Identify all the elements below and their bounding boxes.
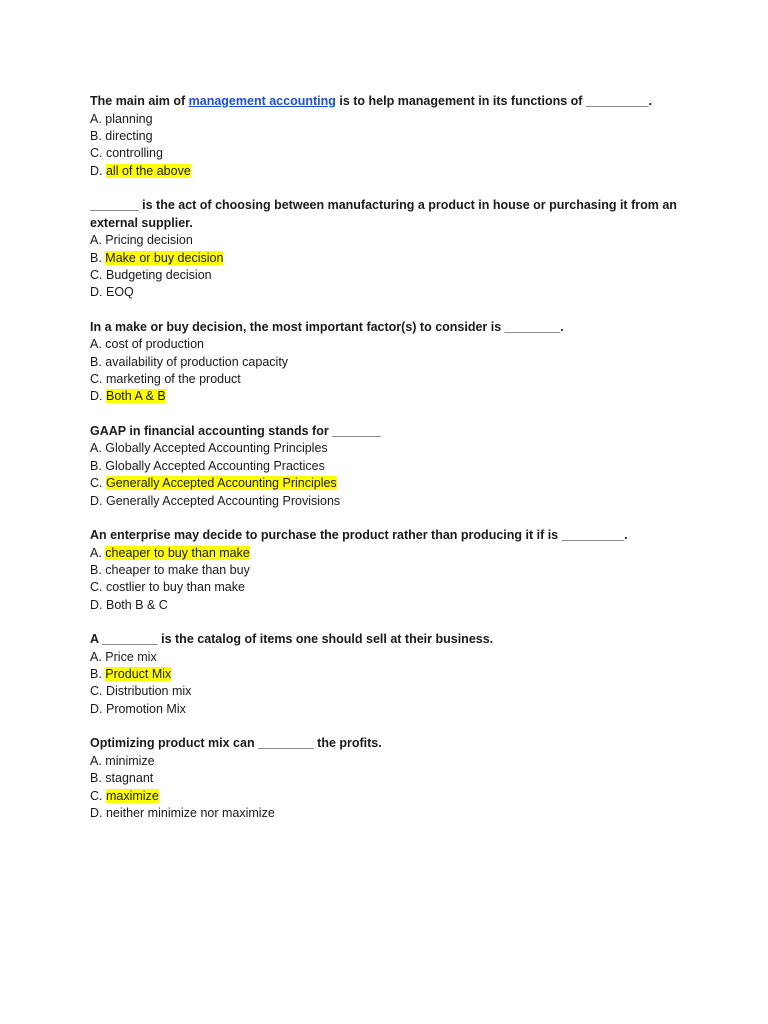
question-6-option-d <box>90 701 690 718</box>
highlighted-answer: Make or buy decision <box>105 250 224 265</box>
question-2-option-c <box>90 267 690 284</box>
highlighted-answer: Product Mix <box>105 667 172 682</box>
question-2-option-b <box>90 250 690 267</box>
option-prefix: B. <box>90 458 106 473</box>
option-prefix: C. <box>90 580 106 595</box>
highlighted-answer: Both A & B <box>105 389 166 404</box>
highlighted-answer: Generally Accepted Accounting Principles <box>105 476 337 491</box>
question-3-option-b <box>90 354 690 371</box>
question-3-option-d <box>90 388 690 405</box>
option-prefix: D. <box>90 701 106 716</box>
option-prefix: C. <box>90 372 106 387</box>
question-5-option-b <box>90 562 690 579</box>
option-prefix: D. <box>90 805 106 820</box>
question-4-option-a <box>90 440 690 457</box>
question-6 <box>90 631 690 718</box>
question-7-option-c <box>90 788 690 805</box>
option-prefix: A. <box>90 753 106 768</box>
question-2-option-a <box>90 232 690 249</box>
question-6-text: A ________ is the catalog of items one should sell at their business. <box>90 632 494 647</box>
option-prefix: B. <box>90 667 106 682</box>
question-5-option-a <box>90 545 690 562</box>
question-2-option-d <box>90 284 690 301</box>
question-5 <box>90 527 690 614</box>
highlighted-answer: maximize <box>105 788 159 803</box>
question-1-text <box>90 93 690 111</box>
question-3-text: In a make or buy decision, the most important factor(s) to consider is ________. <box>90 319 564 334</box>
question-2-text-line-1: _______ is the act of choosing between manufacturing a product in house or purchasing it from an <box>90 198 677 213</box>
option-prefix: D. <box>90 597 106 612</box>
option-text: cheaper to make than buy <box>105 562 250 577</box>
option-prefix: B. <box>90 771 106 786</box>
question-1-option-b <box>90 128 690 145</box>
option-prefix: A. <box>90 337 106 352</box>
option-text: Globally Accepted Accounting Practices <box>105 458 325 473</box>
question-6-option-a <box>90 649 690 666</box>
option-text: stagnant <box>105 771 154 786</box>
option-text: Budgeting decision <box>105 267 212 282</box>
option-text: minimize <box>105 753 155 768</box>
question-6-option-c <box>90 683 690 700</box>
option-text: Promotion Mix <box>105 701 186 716</box>
question-5-option-c <box>90 579 690 596</box>
highlighted-answer: all of the above <box>105 163 191 178</box>
option-prefix: A. <box>90 545 106 560</box>
question-6-option-b <box>90 666 690 683</box>
option-prefix: C. <box>90 146 106 161</box>
option-prefix: A. <box>90 441 106 456</box>
option-text: neither minimize nor maximize <box>105 805 275 820</box>
option-text: Globally Accepted Accounting Principles <box>105 441 328 456</box>
option-text: availability of production capacity <box>105 354 289 369</box>
question-1-text-after: is to help management in its functions of _________. <box>335 94 652 108</box>
option-prefix: B. <box>90 128 106 143</box>
option-prefix: A. <box>90 233 106 248</box>
question-4-option-c <box>90 475 690 492</box>
option-text: marketing of the product <box>105 372 241 387</box>
option-prefix: D. <box>90 389 106 404</box>
question-7-option-b <box>90 770 690 787</box>
option-prefix: C. <box>90 788 106 803</box>
option-text: Price mix <box>105 649 157 664</box>
option-text: cost of production <box>105 337 204 352</box>
question-3-option-c <box>90 371 690 388</box>
option-text: costlier to buy than make <box>105 580 245 595</box>
option-prefix: C. <box>90 684 106 699</box>
management-accounting-link[interactable]: management accounting <box>188 94 336 108</box>
option-prefix: B. <box>90 562 106 577</box>
option-prefix: B. <box>90 354 106 369</box>
option-text: Distribution mix <box>105 684 192 699</box>
question-3 <box>90 319 690 406</box>
question-7-option-d <box>90 805 690 822</box>
option-prefix: A. <box>90 649 106 664</box>
option-text: Pricing decision <box>105 233 193 248</box>
question-5-option-d <box>90 597 690 614</box>
option-prefix: D. <box>90 285 106 300</box>
option-prefix: A. <box>90 111 106 126</box>
option-text: planning <box>105 111 153 126</box>
question-1-text-before: The main aim of <box>90 94 189 108</box>
question-7 <box>90 735 690 822</box>
option-text: EOQ <box>105 285 134 300</box>
option-text: Both B & C <box>105 597 168 612</box>
option-text: directing <box>105 128 153 143</box>
question-1-option-c <box>90 145 690 162</box>
option-prefix: D. <box>90 163 106 178</box>
option-prefix: B. <box>90 250 106 265</box>
option-prefix: D. <box>90 493 106 508</box>
question-2-text-line-2: external supplier. <box>90 215 193 230</box>
question-1-option-a <box>90 111 690 128</box>
question-4-option-d <box>90 493 690 510</box>
highlighted-answer: cheaper to buy than make <box>105 545 250 560</box>
question-2 <box>90 197 690 302</box>
option-prefix: C. <box>90 267 106 282</box>
option-prefix: C. <box>90 476 106 491</box>
question-3-option-a <box>90 336 690 353</box>
question-4-option-b <box>90 458 690 475</box>
question-7-text: Optimizing product mix can ________ the profits. <box>90 736 382 751</box>
question-4 <box>90 423 690 510</box>
question-7-option-a <box>90 753 690 770</box>
question-1 <box>90 93 690 180</box>
question-4-text: GAAP in financial accounting stands for _______ <box>90 423 381 438</box>
option-text: Generally Accepted Accounting Provisions <box>105 493 341 508</box>
question-5-text: An enterprise may decide to purchase the product rather than producing it if is _________. <box>90 528 628 542</box>
option-text: controlling <box>105 146 163 161</box>
question-1-option-d <box>90 163 690 180</box>
document-body <box>90 93 690 839</box>
